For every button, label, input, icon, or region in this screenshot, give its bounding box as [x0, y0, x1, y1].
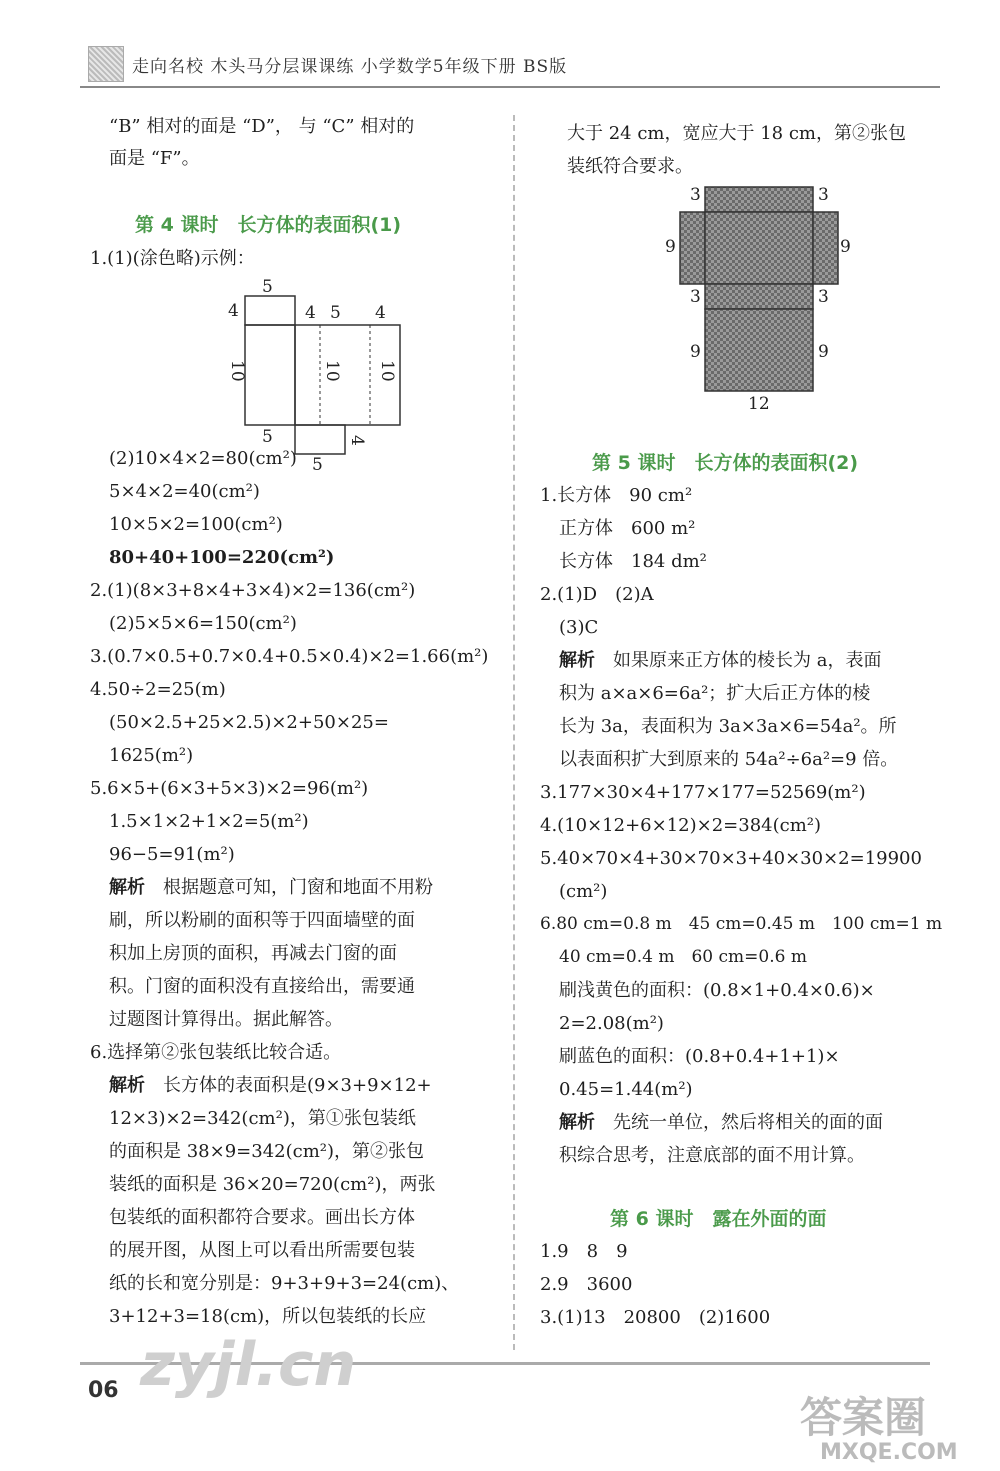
answer-line: 80+40+100=220(cm²) — [109, 547, 335, 568]
continued-line: 装纸符合要求。 — [567, 156, 693, 177]
cuboid-net-diagram — [210, 277, 397, 475]
analysis-line: 积为 a×a×6=6a²；扩大后正方体的棱 — [559, 683, 871, 704]
answer-line: 2=2.08(m²) — [559, 1013, 664, 1034]
lesson6-title: 第 6 课时 露在外面的面 — [610, 1208, 827, 1230]
analysis-line: 装纸的面积是 36×20=720(cm²)，两张 — [109, 1174, 436, 1195]
watermark: zyjl.cn — [140, 1330, 357, 1400]
lesson4-title: 第 4 课时 长方体的表面积(1) — [135, 214, 402, 236]
analysis-line: 过题图计算得出。据此解答。 — [109, 1009, 343, 1030]
analysis-line: 解析 先统一单位，然后将相关的面的面 — [559, 1112, 883, 1133]
net-face — [705, 187, 813, 212]
answer-line: 40 cm=0.4 m 60 cm=0.6 m — [559, 947, 807, 967]
intro-line: 面是 “F”。 — [109, 148, 200, 169]
analysis-line: 积加上房顶的面积，再减去门窗的面 — [109, 943, 397, 964]
analysis-line: 长为 3a，表面积为 3a×3a×6=54a²。所 — [559, 716, 897, 737]
net-label: 4 — [347, 435, 367, 446]
continued-line: 大于 24 cm，宽应大于 18 cm，第②张包 — [567, 123, 906, 144]
net-label: 5 — [262, 427, 273, 447]
answer-line: 3.177×30×4+177×177=52569(m²) — [540, 782, 866, 803]
analysis-label: 解析 — [109, 1075, 145, 1096]
net-label: 9 — [840, 237, 851, 257]
analysis-label: 解析 — [559, 650, 595, 671]
net-label: 10 — [322, 360, 342, 382]
net-face — [705, 309, 813, 391]
net-label: 9 — [818, 342, 829, 362]
page-header — [80, 40, 940, 90]
answer-line: 4.(10×12+6×12)×2=384(cm²) — [540, 815, 822, 836]
net-face — [813, 212, 838, 284]
answer-line: (50×2.5+25×2.5)×2+50×25= — [109, 712, 389, 733]
answer-line: 10×5×2=100(cm²) — [109, 514, 283, 535]
net-label: 5 — [262, 277, 273, 297]
net-face — [680, 212, 705, 284]
answer-line: 3.(0.7×0.5+0.7×0.4+0.5×0.4)×2=1.66(m²) — [90, 646, 489, 667]
answer-line: (cm²) — [559, 881, 608, 902]
analysis-line: 解析 长方体的表面积是(9×3+9×12+ — [109, 1075, 432, 1096]
answer-line: 1625(m²) — [109, 745, 194, 766]
analysis-line: 3+12+3=18(cm)，所以包装纸的长应 — [109, 1306, 427, 1327]
answer-line: 正方体 600 m² — [559, 518, 696, 539]
net-face — [245, 296, 295, 325]
analysis-line: 12×3)×2=342(cm²)，第①张包装纸 — [109, 1108, 416, 1129]
net-label: 4 — [375, 303, 386, 323]
lesson5-title: 第 5 课时 长方体的表面积(2) — [592, 452, 859, 474]
analysis-line: 以表面积扩大到原来的 54a²÷6a²=9 倍。 — [559, 749, 899, 770]
answer-line: 6.选择第②张包装纸比较合适。 — [90, 1042, 342, 1063]
answer-line: 6.80 cm=0.8 m 45 cm=0.45 m 100 cm=1 m — [540, 914, 943, 934]
net-label: 3 — [690, 287, 701, 307]
watermark: 答案圈 — [800, 1393, 927, 1442]
net-label: 5 — [330, 303, 341, 323]
net-label: 4 — [228, 301, 239, 321]
net-label: 3 — [818, 287, 829, 307]
answer-line: 5×4×2=40(cm²) — [109, 481, 260, 502]
analysis-line: 包装纸的面积都符合要求。画出长方体 — [109, 1207, 415, 1228]
answer-line: 长方体 184 dm² — [559, 551, 707, 572]
net-label: 3 — [818, 185, 829, 205]
analysis-line: 解析 根据题意可知，门窗和地面不用粉 — [109, 877, 433, 898]
net-face — [705, 212, 813, 284]
watermark: MXQE.COM — [820, 1440, 958, 1465]
answer-line: 1.5×1×2+1×2=5(m²) — [109, 811, 309, 832]
net-label: 10 — [377, 360, 397, 382]
answer-line: 2.(1)D (2)A — [540, 584, 654, 605]
page-number: 06 — [88, 1378, 119, 1403]
analysis-line: 的面积是 38×9=342(cm²)，第②张包 — [109, 1141, 425, 1162]
net-label: 9 — [690, 342, 701, 362]
net-label: 4 — [305, 303, 316, 323]
net-face — [245, 325, 295, 425]
net-face — [705, 284, 813, 309]
analysis-line: 解析 如果原来正方体的棱长为 a，表面 — [559, 650, 882, 671]
column-divider — [513, 115, 515, 1350]
answer-line: 5.40×70×4+30×70×3+40×30×2=19900 — [540, 848, 922, 869]
net-label: 3 — [690, 185, 701, 205]
answer-line: 0.45=1.44(m²) — [559, 1079, 693, 1100]
answer-line: (2)10×4×2=80(cm²) — [109, 448, 297, 469]
answer-line: (3)C — [559, 617, 599, 638]
net-label: 12 — [748, 394, 770, 414]
answer-line: 刷蓝色的面积：(0.8+0.4+1+1)× — [559, 1046, 840, 1067]
net-face — [295, 425, 345, 454]
net-label: 10 — [227, 360, 247, 382]
answer-line: 2.(1)(8×3+8×4+3×4)×2=136(cm²) — [90, 580, 416, 601]
answer-line: 96−5=91(m²) — [109, 844, 235, 865]
analysis-label: 解析 — [109, 877, 145, 898]
analysis-label: 解析 — [559, 1112, 595, 1133]
intro-line: “B” 相对的面是 “D”， 与 “C” 相对的 — [109, 116, 415, 137]
header-rule — [80, 86, 940, 88]
analysis-line: 积。门窗的面积没有直接给出，需要通 — [109, 976, 415, 997]
answer-line: 5.6×5+(6×3+5×3)×2=96(m²) — [90, 778, 369, 799]
q1-intro: 1.(1)(涂色略)示例： — [90, 248, 255, 269]
answer-line: 2.9 3600 — [540, 1274, 633, 1295]
net-label: 9 — [665, 237, 676, 257]
answer-line: 1.长方体 90 cm² — [540, 485, 693, 506]
answer-line: 刷浅黄色的面积：(0.8×1+0.4×0.6)× — [559, 980, 875, 1001]
analysis-line: 纸的长和宽分别是：9+3+9+3=24(cm)、 — [109, 1273, 460, 1294]
answer-line: 3.(1)13 20800 (2)1600 — [540, 1307, 771, 1328]
analysis-line: 积综合思考，注意底部的面不用计算。 — [559, 1145, 865, 1166]
wrapping-net-diagram — [660, 182, 850, 412]
net-label: 5 — [312, 455, 323, 475]
answer-line: 1.9 8 9 — [540, 1241, 628, 1262]
answer-line: 4.50÷2=25(m) — [90, 679, 226, 700]
analysis-line: 刷，所以粉刷的面积等于四面墙壁的面 — [109, 910, 415, 931]
header-logo-icon — [88, 46, 124, 82]
answer-line: (2)5×5×6=150(cm²) — [109, 613, 297, 634]
header-title: 走向名校 木头马分层课课练 小学数学5年级下册 BS版 — [132, 57, 568, 77]
analysis-line: 的展开图，从图上可以看出所需要包装 — [109, 1240, 415, 1261]
